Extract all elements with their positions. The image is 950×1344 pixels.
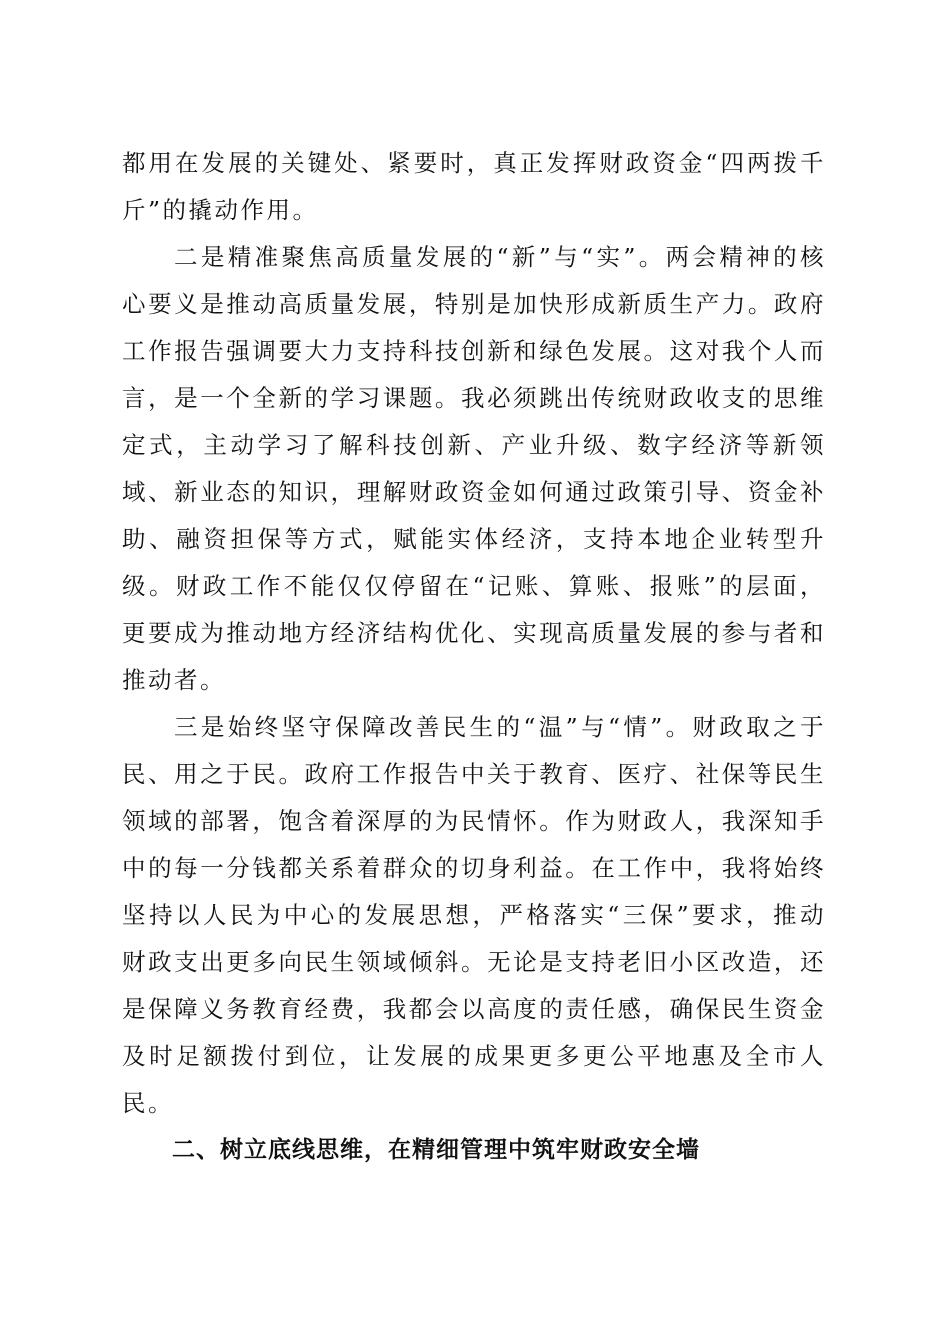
paragraph-continuation: 都用在发展的关键处、紧要时，真正发挥财政资金“四两拨千斤”的撬动作用。 [122, 149, 826, 224]
document-page [122, 140, 826, 1174]
paragraph-point-two: 二是精准聚焦高质量发展的“新”与“实”。两会精神的核心要义是推动高质量发展，特别是加快形成新质生产力。政府工作报告强调要大力支持科技创新和绿色发展。这对我个人而言，是一个全新的学习课题。我必须跳出传统财政收支的思维定式，主动学习了解科技创新、产业升级、数字经济等新领域、新业态的知识，理解财政资金如何通过政策引导、资金补助、融资担保等方式，赋能实体经济，支持本地企业转型升级。财政工作不能仅仅停留在“记账、算账、报账”的层面，更要成为推动地方经济结构优化、实现高质量发展的参与者和推动者。 [122, 243, 826, 694]
paragraph-point-three: 三是始终坚守保障改善民生的“温”与“情”。财政取之于民、用之于民。政府工作报告中关于教育、医疗、社保等民生领域的部署，饱含着深厚的为民情怀。作为财政人，我深知手中的每一分钱都关系着群众的切身利益。在工作中，我将始终坚持以人民为中心的发展思想，严格落实“三保”要求，推动财政支出更多向民生领域倾斜。无论是支持老旧小区改造，还是保障义务教育经费，我都会以高度的责任感，确保民生资金及时足额拨付到位，让发展的成果更多更公平地惠及全市人民。 [122, 713, 826, 1117]
section-heading: 二、树立底线思维，在精细管理中筑牢财政安全墙 [172, 1137, 700, 1163]
